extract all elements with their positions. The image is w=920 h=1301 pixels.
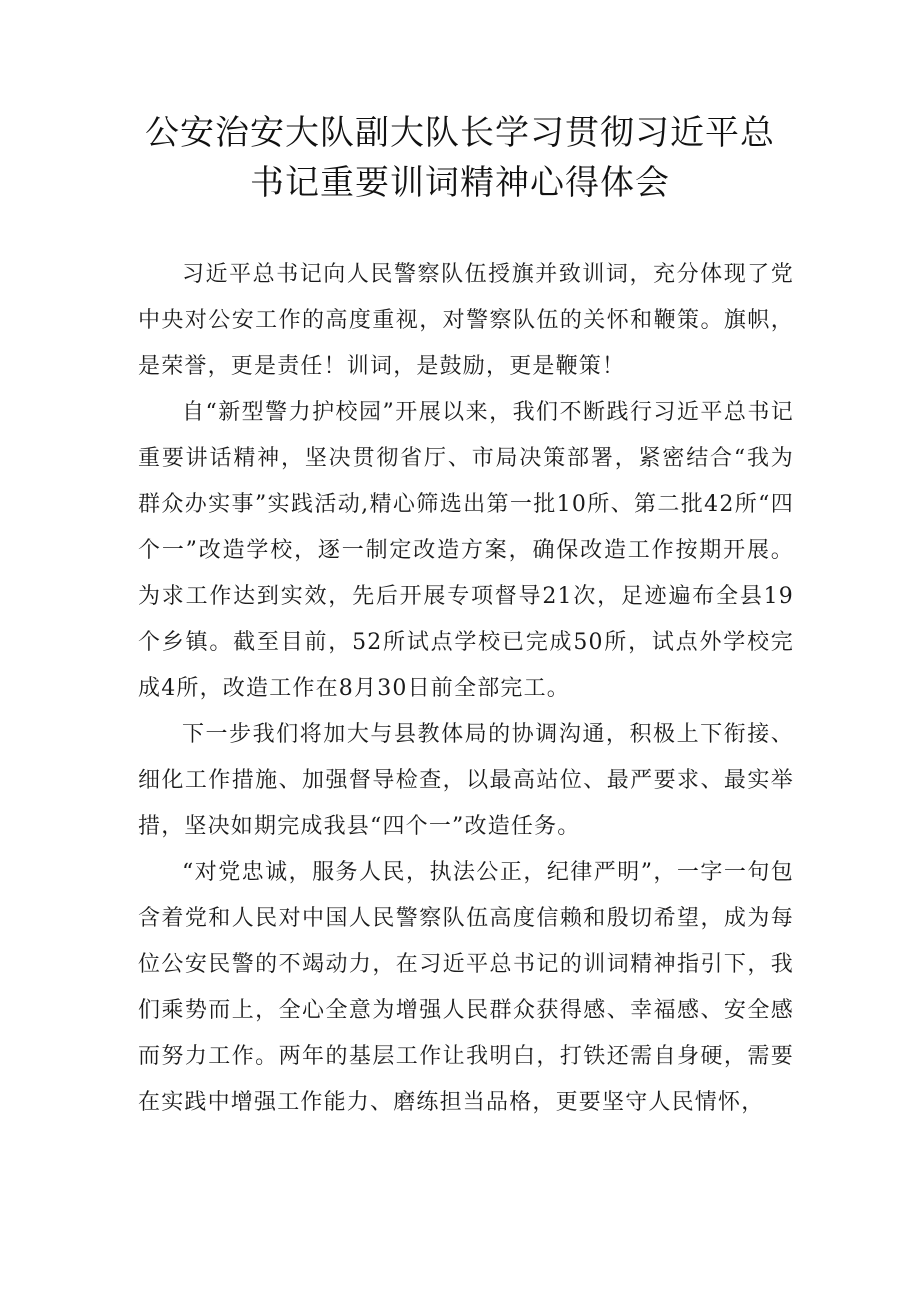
paragraph-2: 自“新型警力护校园”开展以来，我们不断践行习近平总书记重要讲话精神，坚决贯彻省厅、市局决策部署，紧密结合“我为群众办实事”实践活动,精心筛选出第一批10所、第二批42所“四个一”改造学校，逐一制定改造方案，确保改造工作按期开展。为求工作达到实效，先后开展专项督导21次，足迹遍布全县19个乡镇。截至目前，52所试点学校已完成50所，试点外学校完成4所，改造工作在8月30日前全部完工。 bbox=[138, 400, 794, 701]
paragraph-4: “对党忠诚，服务人民，执法公正，纪律严明”，一字一句包含着党和人民对中国人民警察队伍高度信赖和殷切希望，成为每位公安民警的不竭动力，在习近平总书记的训词精神指引下，我们乘势而上，全心全意为增强人民群众获得感、幸福感、安全感而努力工作。两年的基层工作让我明白，打铁还需自身硬，需要在实践中增强工作能力、磨练担当品格，更要坚守人民情怀， bbox=[138, 860, 794, 1115]
document-title bbox=[100, 108, 820, 208]
paragraph-3: 下一步我们将加大与县教体局的协调沟通，积极上下衔接、细化工作措施、加强督导检查，以最高站位、最严要求、最实举措，坚决如期完成我县“四个一”改造任务。 bbox=[138, 722, 794, 839]
document-body bbox=[138, 252, 794, 1126]
paragraph-1: 习近平总书记向人民警察队伍授旗并致训词，充分体现了党中央对公安工作的高度重视，对警察队伍的关怀和鞭策。旗帜，是荣誉，更是责任！训词，是鼓励，更是鞭策！ bbox=[138, 262, 794, 379]
title-line-2: 书记重要训词精神心得体会 bbox=[250, 163, 670, 203]
title-line-1: 公安治安大队副大队长学习贯彻习近平总 bbox=[145, 113, 775, 153]
